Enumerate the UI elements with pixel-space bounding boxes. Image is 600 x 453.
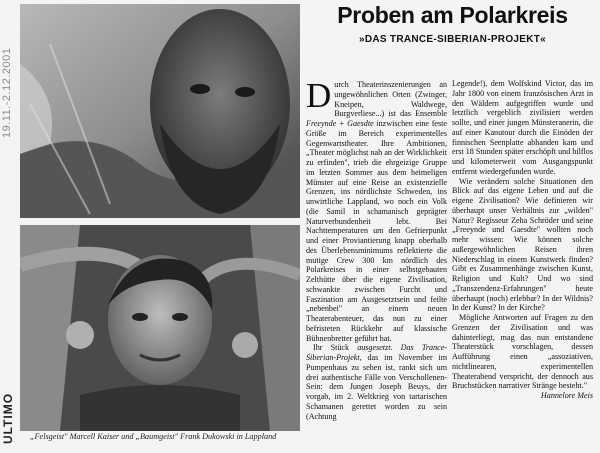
article-headline: Proben am Polarkreis — [337, 2, 568, 28]
article-author: Hannelore Meis — [540, 391, 593, 400]
ensemble-name: Freeynde + Gaesdte — [306, 119, 374, 128]
issue-date: 19.11.-2.12.2001 — [1, 47, 13, 138]
article-column-1 — [306, 80, 447, 452]
photo-caption: „Felsgeist" Marcell Kaiser und „Baumgeist" Frank Dukowski in Lappland — [30, 432, 277, 441]
photo-felsgeist — [20, 4, 300, 218]
magazine-name: ULTIMO — [1, 392, 15, 444]
article-paragraph: Ihr Stück ausgesetzt. Das Trance-Siberian-Projekt, das im November im Pumpenhaus zu sehen ist, rankt sich um drei authentische Fälle von Verschollenen-Sein: dem Jungen Joseph Beuys, der vorgab, im 2. Weltkrieg von tartarischen Schamanen gerettet worden zu sein (Achtung — [306, 343, 447, 421]
article-paragraph: Mögliche Antworten auf Fragen zu den Grenzen der Zivilisation und was dahinterliegt, mag das nun entstandene Theaterstück vorschlagen, dessen Aufführung einen „assoziativen, nichtlinearen, experimentellen Theaterabend verspricht, der dennoch aus Bruchstücken narrativer Stränge besteht." — [452, 313, 593, 391]
photo-baumgeist — [20, 225, 300, 431]
article-paragraph: Wie verändern solche Situationen den Blick auf das eigene Leben und auf die eigene Zivilisation? Wie definieren wir überhaupt unser Verhältnis zur „wilden" Natur? Regisseur Zeha Schröder und seine „Freeynde und Gaesdte" wollten noch mehr wissen: Wie können solche außergewöhnlichen Reisen ihren Niederschlag in einem Kunstwerk finden? Gibt es Zusammenhänge zwischen Kunst, Religion und Kult? Und wo sind „Transzendenz-Erfahrungen" heute überhaupt (noch) erlebbar? In der Wildnis? In der Kunst? In der Kirche? — [452, 176, 593, 313]
article-paragraph: Legende!), dem Wolfskind Victor, das im Jahr 1800 von einem französischen Arzt in den Wäldern aufgegriffen wurde und letztlich vergeblich zivilisiert werden sollte, und einer jungen Münsteranerin, die auf einer Kanutour durch die Einöden der finnischen Seenplatte abhanden kam und erst 18 Stunden später erschöpft und hilflos und kilometerweit vom Ausgangspunkt entfernt wiedergefunden wurde. — [452, 79, 593, 176]
article-paragraph: Durch Theaterinszenierungen an ungewöhnlichen Orten (Zwinger, Kneipen, Waldwege, Burgverliese...) ist das Ensemble Freeynde + Gaesdte inzwischen eine feste Größe im Bereich experimentelles Gegenwartstheater. Ihre Ambitionen, „Theater möglichst nah an der Wirklichkeit zu erfinden", trieb die ehrgeizige Gruppe im letzten Sommer aus dem heimeligen Münster auf eine Reise an existenzielle Grenzen, ins nördlichste Schweden, ins unwirtliche Lappland, wo noch ein Volk (die Samil in schamanisch geprägter Naturverbundenheit lebt. Bei Nachttemperaturen um den Gefrierpunkt und einer Proviantierung knapp oberhalb des Überlebensminimums reflektierte die mutige Crew 300 km nördlich des Polarkreises in einer selbstgebauten Zelthütte über die eigene Zivilisation, schwankte zwischen Furcht und Faszination am Ausgesetztsein und feilte „nebenbei" an einem neuen Theaterabenteuer, das nun zu einer befristeten Rückkehr auf klassische Bühnenbretter geführt hat. — [306, 80, 447, 343]
sidebar — [0, 0, 16, 453]
article-column-2 — [452, 79, 593, 451]
dropcap: D — [306, 80, 332, 115]
actor-in-tree-icon — [20, 225, 300, 431]
article-subheadline: »DAS TRANCE-SIBERIAN-PROJEKT« — [358, 34, 547, 45]
play-title: ausgesetzt. Das Trance-Siberian-Projekt — [306, 343, 447, 362]
bearded-actor-face-icon — [20, 4, 300, 218]
